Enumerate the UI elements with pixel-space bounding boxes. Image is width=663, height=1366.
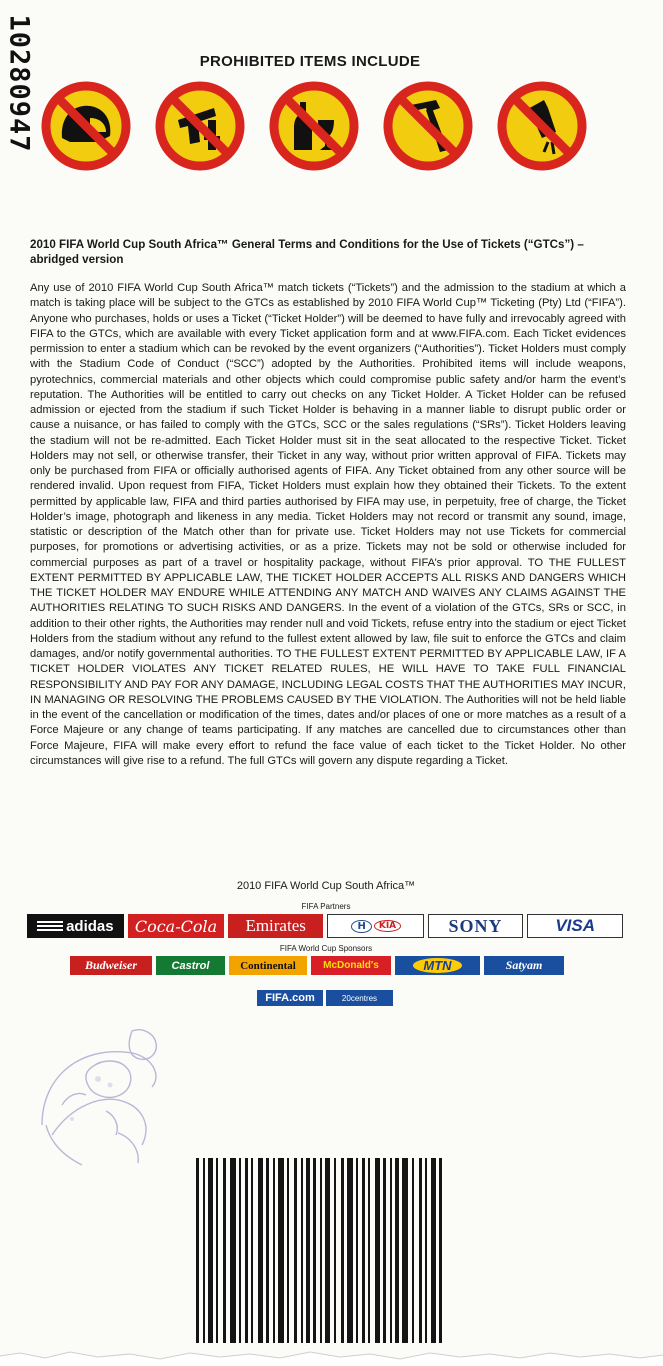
barcode-bar xyxy=(245,1158,248,1343)
serial-number: 10280947 xyxy=(3,13,35,153)
barcode-bar xyxy=(196,1158,199,1343)
barcode-bar xyxy=(273,1158,275,1343)
barcode-bar xyxy=(320,1158,322,1343)
visa-logo: VISA xyxy=(527,914,623,938)
barcode-bar xyxy=(368,1158,370,1343)
barcode-bar xyxy=(425,1158,427,1343)
partners-logos xyxy=(27,914,623,938)
cocacola-logo: Coca-Cola xyxy=(128,914,225,938)
barcode-bar xyxy=(313,1158,316,1343)
satyam-logo: Satyam xyxy=(484,956,564,975)
sponsors-label: FIFA World Cup Sponsors xyxy=(279,944,373,953)
barcode-bar xyxy=(294,1158,297,1343)
hammer-icon xyxy=(382,80,474,172)
sony-logo: SONY xyxy=(428,914,524,938)
barcode-bar xyxy=(439,1158,442,1343)
mcdonalds-logo: McDonald's xyxy=(311,956,391,975)
serial-number-block xyxy=(4,8,34,158)
barcode-bar xyxy=(334,1158,336,1343)
barcode-bar xyxy=(347,1158,353,1343)
barcode-bar xyxy=(287,1158,289,1343)
barcode-bar xyxy=(266,1158,269,1343)
barcode-bar xyxy=(203,1158,205,1343)
adidas-logo: adidas xyxy=(27,914,124,938)
gtc-body: Any use of 2010 FIFA World Cup South Africa™ match tickets (“Tickets”) and the admission to the stadium at which a match is taking place will be subject to the GTCs as established by 2010 FIFA World Cup™ Ticketing (Pty) Ltd (“FIFA”). Anyone who purchases, holds or uses a Ticket (“Ticket Holder”) will be deemed to have fully and irrevocably agreed with FIFA to the GTCs, which are available with every Ticket application form and at www.FIFA.com. Each Ticket evidences permission to enter a stadium which can be revoked by the event organizers (“Authorities”). Ticket Holders must comply with the Stadium Code of Conduct (“SCC”) adopted by the Authorities. Prohibited items will include weapons, pyrotechnics, commercial materials and other objects which could compromise public safety and/or harm the event’s reputation. The Authorities will be entitled to carry out checks on any Ticket Holder. A Ticket Holder can be refused admission or ejected from the stadium if such Ticket Holder is behaving in a manner liable to disrupt public order or cause a nuisance, or has failed to comply with the GTCs, SCC or the sales regulations (“SRs”). Ticket Holders leaving the stadium will not be re-admitted. Each Ticket Holder must sit in the seat allocated to the respective Ticket. Ticket Holders may not sell, or otherwise transfer, their Ticket in any way, without prior written approval of FIFA. Tickets may only be purchased from FIFA or officially authorised agents of FIFA. Any Ticket obtained from any other source will be rendered invalid. Upon request from FIFA, Ticket Holders must explain how they obtained their Tickets. To the extent permitted by applicable law, FIFA and third parties authorised by FIFA may use, in perpetuity, free of charge, the Ticket Holder’s image, photograph and likeness in any media. Ticket Holders may not record or transmit any sound, image, statistic or description of the Match other than for private use. Ticket Holders may not use Tickets for commercial purposes, for promotions or advertising activities, or as a prize. Tickets may not be sold or otherwise included for commercial purposes as part of a travel or hospitality package, without FIFA’s prior approval. TO THE FULLEST EXTENT PERMITTED BY APPLICABLE LAW, THE TICKET HOLDER ACCEPTS ALL RISKS AND DANGERS WHICH THE TICKET HOLDER MAY ENDURE WHILE ATTENDING ANY MATCH AND WAIVES ANY CLAIMS AGAINST THE AUTHORITIES RELATING TO SUCH RISKS AND DANGERS. In the event of a violation of the GTCs, SRs or SCC, in addition to their other rights, the Authorities may render null and void Tickets, refuse entry into the stadium or eject Ticket Holders from the stadium without any refund to the fullest extent allowed by law, file suit to enforce the GTCs and claim damages, and/or notify governmental authorities. TO THE FULLEST EXTENT PERMITTED BY APPLICABLE LAW, IF A TICKET HOLDER VIOLATES ANY TICKET RELATED RULES, HE WILL HAVE TO TAKE FULL FINANCIAL RESPONSIBILITY AND PAY FOR ANY DAMAGE, INCLUDING LEGAL COSTS THAT THE AUTHORITIES MAY INCUR, IN MANAGING OR RESOLVING THE PROBLEMS CAUSED BY THE VIOLATION. The Authorities will not be held liable in the event of the cancellation or modification of the times, dates and/or places of one or more matches as a result of a Force Majeure or any change of teams participating. If any matches are cancelled due to circumstances other than Force Majeure, FIFA will make every effort to refund the face value of each ticket to the Ticket Holder. No other circumstances will give rise to a refund. The full GTCs will govern any dispute regarding a Ticket. xyxy=(30,282,626,767)
alcohol-icon xyxy=(268,80,360,172)
barcode-bar xyxy=(306,1158,310,1343)
budweiser-logo: Budweiser xyxy=(70,956,152,975)
barcode-bar xyxy=(390,1158,392,1343)
continental-logo: Continental xyxy=(229,956,307,975)
helmet-icon xyxy=(40,80,132,172)
barcode-bar xyxy=(341,1158,344,1343)
barcode-bar xyxy=(301,1158,303,1343)
mtn-logo: MTN xyxy=(395,956,480,975)
web-logos xyxy=(257,990,393,1006)
barcode-bar xyxy=(395,1158,399,1343)
barcode-bar xyxy=(325,1158,330,1343)
embossed-emblem-icon xyxy=(22,1015,187,1180)
barcode-bar xyxy=(208,1158,213,1343)
barcode-bar xyxy=(356,1158,358,1343)
weapons-icon xyxy=(154,80,246,172)
fireworks-icon xyxy=(496,80,588,172)
fifacom-logo: FIFA.com xyxy=(257,990,323,1006)
partners-label: FIFA Partners xyxy=(301,902,351,911)
20centres-logo: 20centres xyxy=(326,990,393,1006)
gtc-title: 2010 FIFA World Cup South Africa™ General Terms and Conditions for the Use of Tickets (“GTCs”) – abridged version xyxy=(30,238,584,266)
sponsors-logos xyxy=(70,956,580,975)
barcode-bar xyxy=(239,1158,241,1343)
barcode-bar xyxy=(216,1158,218,1343)
barcode-bar xyxy=(223,1158,226,1343)
hyundai-kia-logo: H KIA xyxy=(327,914,424,938)
barcode xyxy=(196,1158,468,1343)
barcode-bar xyxy=(362,1158,365,1343)
prohibited-icons xyxy=(40,80,590,172)
barcode-bar xyxy=(278,1158,284,1343)
barcode-bar xyxy=(258,1158,263,1343)
prohibited-title: PROHIBITED ITEMS INCLUDE xyxy=(199,53,421,70)
castrol-logo: Castrol xyxy=(156,956,225,975)
barcode-bar xyxy=(412,1158,414,1343)
barcode-bar xyxy=(251,1158,253,1343)
emirates-logo: Emirates xyxy=(228,914,323,938)
barcode-bar xyxy=(419,1158,422,1343)
event-title: 2010 FIFA World Cup South Africa™ xyxy=(236,880,416,892)
barcode-bar xyxy=(375,1158,380,1343)
barcode-bar xyxy=(230,1158,236,1343)
perforated-edge xyxy=(0,1344,663,1366)
barcode-bar xyxy=(402,1158,408,1343)
barcode-bar xyxy=(431,1158,436,1343)
barcode-bar xyxy=(383,1158,386,1343)
